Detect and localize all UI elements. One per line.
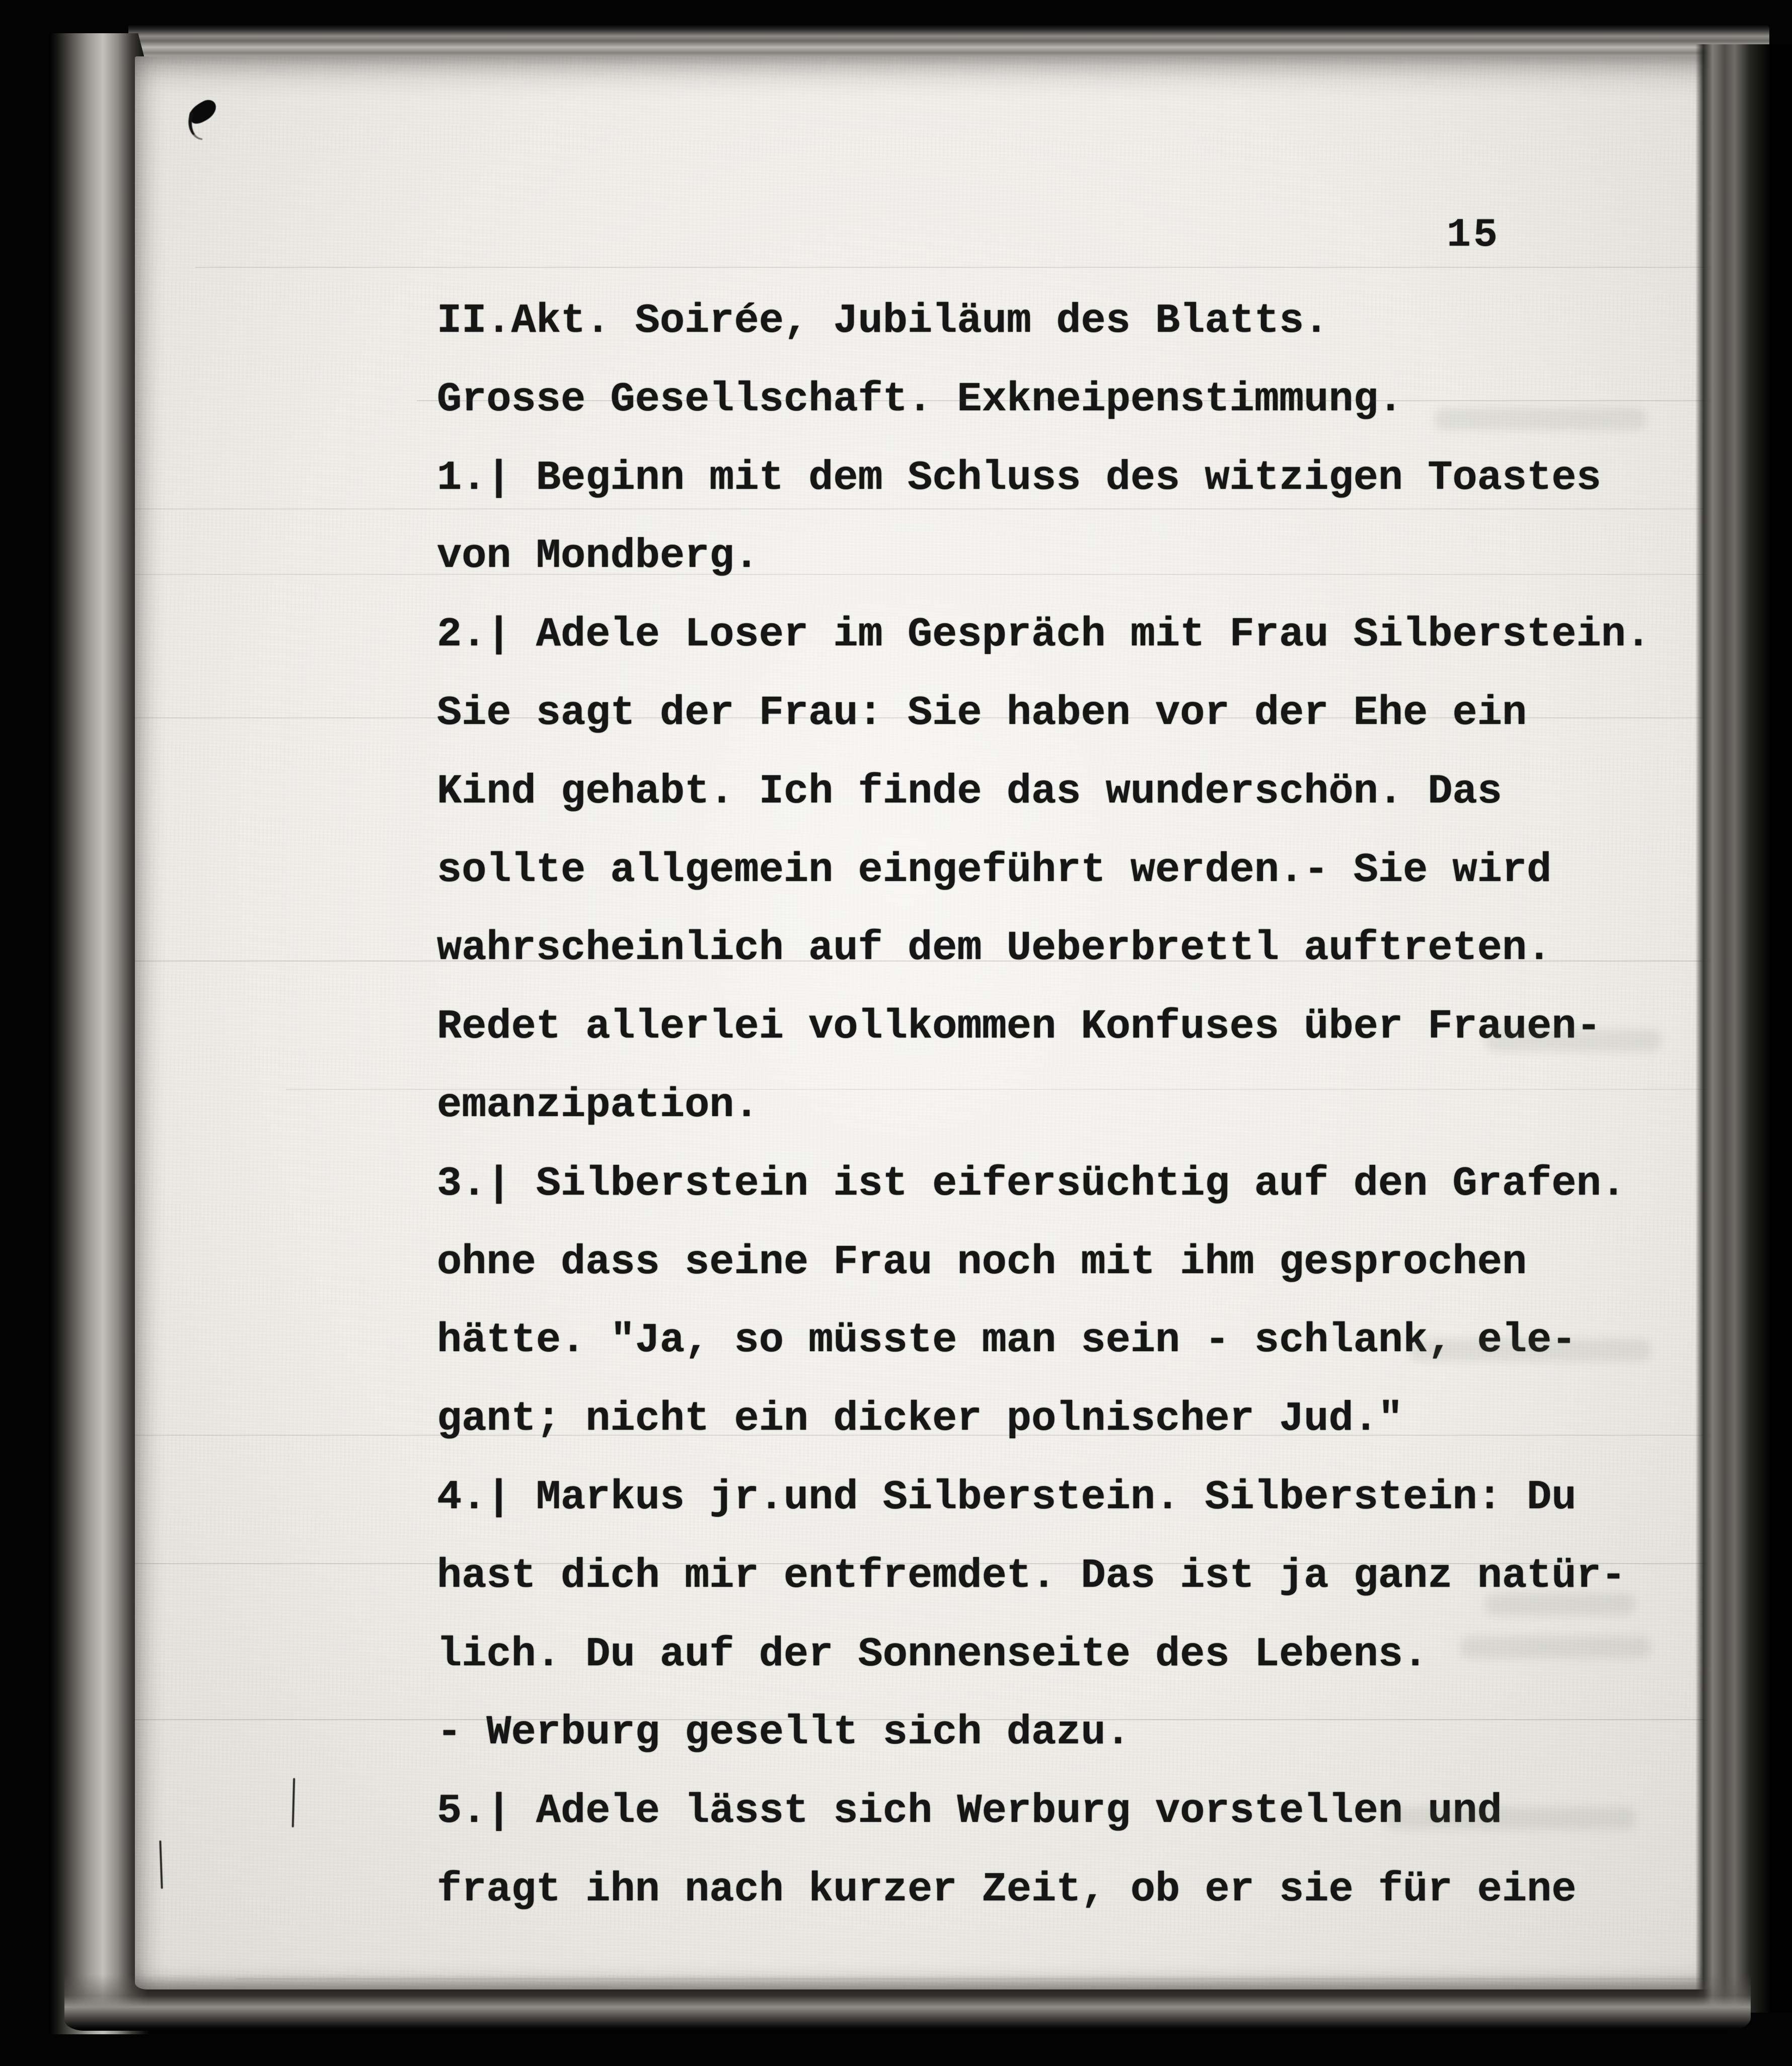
typescript-line: 4.| Markus jr.und Silberstein. Silberstein: Du xyxy=(437,1474,1577,1521)
typescript-line: 3.| Silberstein ist eifersüchtig auf den Grafen. xyxy=(437,1160,1626,1207)
scan-streak xyxy=(135,717,1733,718)
typescript-line: 2.| Adele Loser im Gespräch mit Frau Silberstein. xyxy=(437,611,1651,658)
typescript-line: emanzipation. xyxy=(437,1082,759,1129)
typescript-line: ohne dass seine Frau noch mit ihm gesprochen xyxy=(437,1238,1527,1286)
typescript-page xyxy=(135,56,1733,1989)
typescript-line: von Mondberg. xyxy=(437,533,759,580)
typescript-line: 5.| Adele lässt sich Werburg vorstellen und xyxy=(437,1788,1502,1835)
scan-streak xyxy=(135,1435,1733,1436)
scan-streak xyxy=(135,1563,1733,1564)
bleed-through-smudge xyxy=(1460,1636,1651,1658)
scan-streak xyxy=(195,267,1733,268)
typescript-line: Redet allerlei vollkommen Konfuses über Frauen- xyxy=(437,1003,1601,1051)
right-page-edges xyxy=(1695,44,1792,2013)
margin-pen-mark xyxy=(159,1840,163,1889)
typescript-line: Kind gehabt. Ich finde das wunderschön. Das xyxy=(437,768,1502,815)
page-number: 15 xyxy=(1447,212,1501,258)
scan-streak xyxy=(135,574,1733,575)
margin-pen-mark xyxy=(292,1778,295,1827)
scan-streak xyxy=(286,1089,1733,1090)
typescript-line: Grosse Gesellschaft. Exkneipenstimmung. xyxy=(437,376,1403,423)
bleed-through-smudge xyxy=(1435,408,1646,430)
ink-blot-tail xyxy=(185,112,207,140)
scan-streak xyxy=(135,1719,1733,1720)
typescript-line: fragt ihn nach kurzer Zeit, ob er sie für eine xyxy=(437,1866,1577,1913)
typescript-line: Sie sagt der Frau: Sie haben vor der Ehe ein xyxy=(437,690,1527,736)
bleed-through-smudge xyxy=(1485,1029,1661,1052)
bleed-through-smudge xyxy=(1409,1339,1651,1361)
ink-blot xyxy=(185,99,222,141)
typescript-line: wahrscheinlich auf dem Ueberbrettl auftreten. xyxy=(437,925,1552,972)
typescript-line: lich. Du auf der Sonnenseite des Lebens. xyxy=(437,1631,1428,1678)
typescript-line: II.Akt. Soirée, Jubiläum des Blatts. xyxy=(437,298,1329,344)
typescript-line: - Werburg gesellt sich dazu. xyxy=(437,1709,1131,1756)
scan-streak xyxy=(417,400,1733,401)
bleed-through-smudge xyxy=(1485,1593,1636,1615)
typescript-line: gant; nicht ein dicker polnischer Jud." xyxy=(437,1395,1403,1443)
typescript-line: 1.| Beginn mit dem Schluss des witzigen Toastes xyxy=(437,454,1601,501)
bleed-through-smudge xyxy=(1384,1807,1636,1829)
scan-streak xyxy=(135,508,1733,509)
scan-streak xyxy=(135,961,1733,962)
typescript-line: sollte allgemein eingeführt werden.- Sie wird xyxy=(437,846,1552,894)
bottom-page-edges xyxy=(64,1974,1751,2031)
typescript-line: hast dich mir entfremdet. Das ist ja ganz natür- xyxy=(437,1552,1626,1599)
typescript-line: hätte. "Ja, so müsste man sein - schlank, ele- xyxy=(437,1317,1577,1364)
